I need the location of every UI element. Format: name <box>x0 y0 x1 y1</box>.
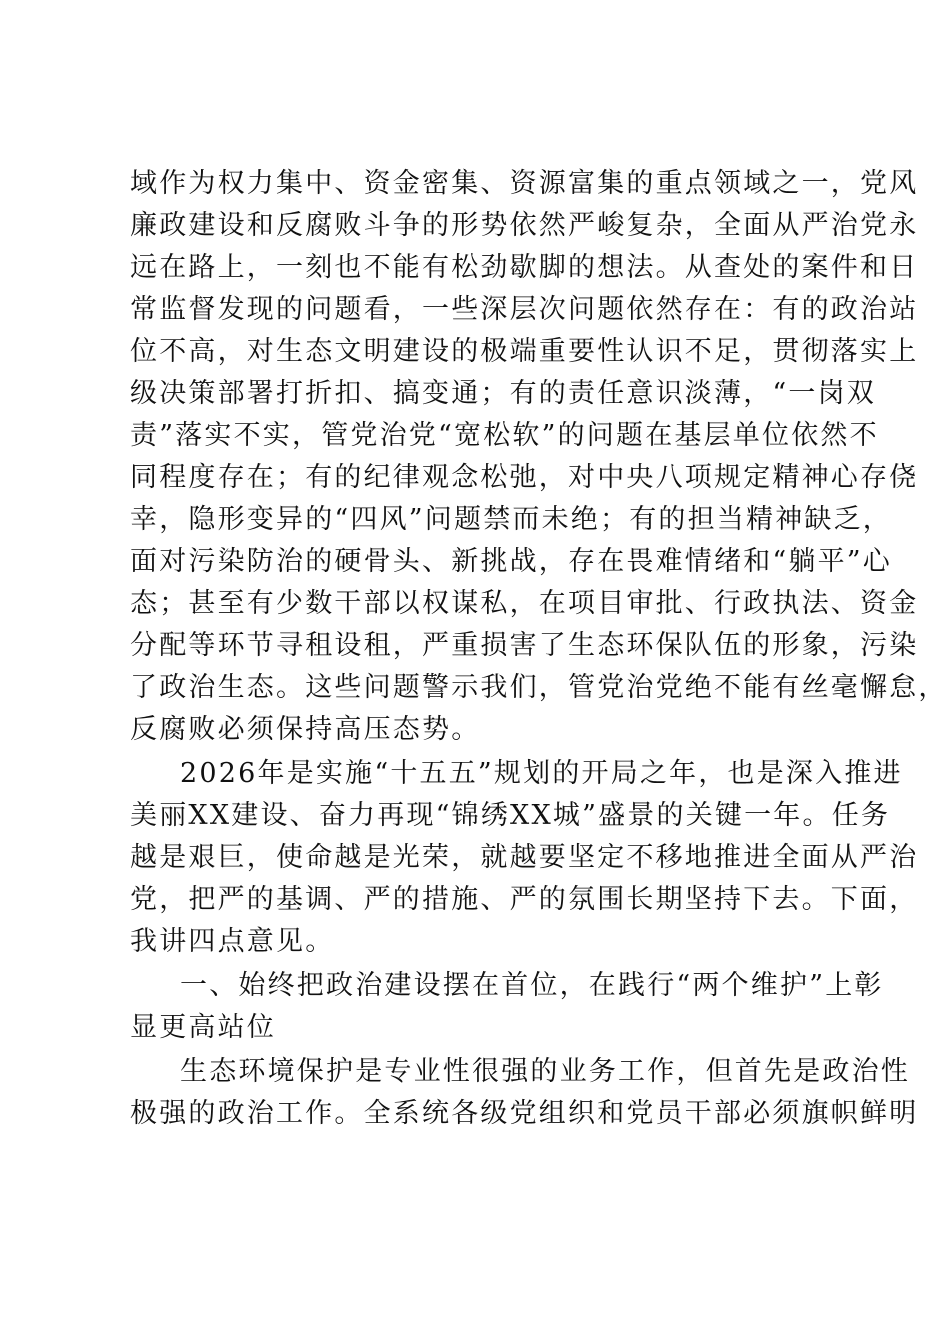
body-text-line: 远在路上，一刻也不能有松劲歇脚的想法。从查处的案件和日 <box>130 252 919 283</box>
body-text-line: 党，把严的基调、严的措施、严的氛围长期坚持下去。下面， <box>130 884 919 915</box>
body-text-line: 域作为权力集中、资金密集、资源富集的重点领域之一，党风 <box>130 168 919 199</box>
body-text-line: 分配等环节寻租设租，严重损害了生态环保队伍的形象，污染 <box>130 630 919 661</box>
body-text-line: 反腐败必须保持高压态势。 <box>130 714 481 745</box>
body-text-line: 位不高，对生态文明建设的极端重要性认识不足，贯彻落实上 <box>130 336 919 367</box>
body-text-line: 同程度存在；有的纪律观念松弛，对中央八项规定精神心存侥 <box>130 462 919 493</box>
body-text-line: 廉政建设和反腐败斗争的形势依然严峻复杂，全面从严治党永 <box>130 210 919 241</box>
section-heading: 一、始终把政治建设摆在首位，在践行“两个维护”上彰 <box>180 970 884 1001</box>
body-text-line: 极强的政治工作。全系统各级党组织和党员干部必须旗帜鲜明 <box>130 1098 919 1129</box>
body-text-line: 越是艰巨，使命越是光荣，就越要坚定不移地推进全面从严治 <box>130 842 919 873</box>
body-text-line: 面对污染防治的硬骨头、新挑战，存在畏难情绪和“躺平”心 <box>130 546 893 577</box>
body-text-line: 态；甚至有少数干部以权谋私，在项目审批、行政执法、资金 <box>130 588 919 619</box>
section-heading-continuation: 显更高站位 <box>130 1012 276 1043</box>
paragraph-first-line: 2026年是实施“十五五”规划的开局之年，也是深入推进 <box>180 758 903 789</box>
paragraph-first-line: 生态环境保护是专业性很强的业务工作，但首先是政治性 <box>180 1056 910 1087</box>
body-text-line: 幸，隐形变异的“四风”问题禁而未绝；有的担当精神缺乏， <box>130 504 893 535</box>
body-text-line: 常监督发现的问题看，一些深层次问题依然存在：有的政治站 <box>130 294 919 325</box>
body-text-line: 级决策部署打折扣、搞变通；有的责任意识淡薄，“一岗双 <box>130 378 877 409</box>
body-text-line: 责”落实不实，管党治党“宽松软”的问题在基层单位依然不 <box>130 420 879 451</box>
body-text-line: 我讲四点意见。 <box>130 926 335 957</box>
body-text-line: 美丽XX建设、奋力再现“锦绣XX城”盛景的关键一年。任务 <box>130 800 891 831</box>
body-text-line: 了政治生态。这些问题警示我们，管党治党绝不能有丝毫懈怠， <box>130 672 948 703</box>
